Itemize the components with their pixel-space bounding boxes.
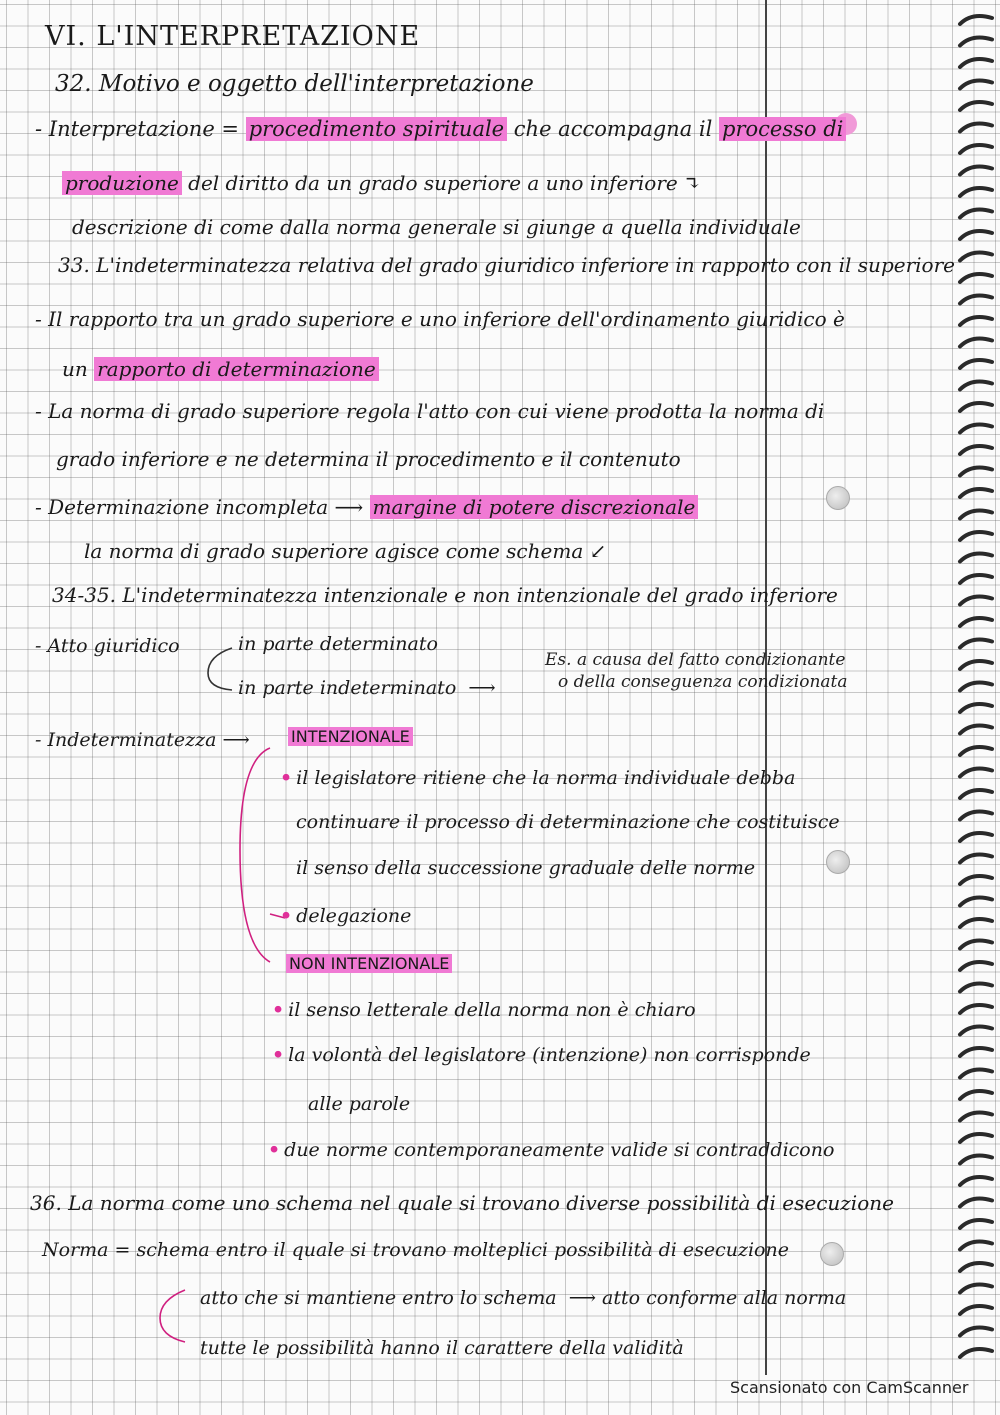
indeterminatezza xyxy=(35,730,250,751)
int-bullet-1-line-3: il senso della successione graduale delle norme xyxy=(296,857,756,879)
sec32-line-3: descrizione di come dalla norma generale si giunge a quella individuale xyxy=(72,215,801,239)
text: - Determinazione incompleta xyxy=(35,495,335,519)
sec36-line-3: tutte le possibilità hanno il carattere della validità xyxy=(200,1337,684,1359)
arrow-icon: ⟶ xyxy=(222,729,250,751)
arrow-icon: ↙ xyxy=(589,539,607,563)
highlight: INTENZIONALE xyxy=(288,727,413,746)
text: in parte indeterminato xyxy=(238,677,457,699)
nonint-bullet-3 xyxy=(268,1140,834,1161)
arrow-icon: ↴ xyxy=(684,171,701,195)
label-intenzionale xyxy=(288,728,413,746)
arrow-icon: ⟶ xyxy=(568,1287,596,1309)
text: atto che si mantiene entro lo schema xyxy=(200,1287,557,1309)
highlight: NON INTENZIONALE xyxy=(286,954,452,973)
bullet-icon: • xyxy=(268,1139,281,1161)
sec36-line-2 xyxy=(200,1288,846,1309)
nonint-bullet-1 xyxy=(272,1000,696,1021)
int-bullet-2 xyxy=(280,906,411,927)
sec32-line-1 xyxy=(35,118,846,141)
text: la volontà del legislatore (intenzione) non corrisponde xyxy=(288,1044,811,1066)
sec33-line-4: grado inferiore e ne determina il procedimento e il contenuto xyxy=(56,447,681,471)
text: - Interpretazione = xyxy=(35,117,246,141)
highlight: rapporto di determinazione xyxy=(94,357,379,381)
text: che accompagna il xyxy=(507,117,720,141)
atto-branch-2 xyxy=(238,678,496,699)
text: atto conforme alla norma xyxy=(602,1287,847,1309)
section-36-title: 36. La norma come uno schema nel quale si trovano diverse possibilità di esecuzione xyxy=(30,1191,894,1215)
nonint-bullet-2-line-1 xyxy=(272,1045,811,1066)
label-non-intenzionale xyxy=(286,955,452,973)
chapter-heading: VI. L'INTERPRETAZIONE xyxy=(45,21,421,52)
footer-watermark: Scansionato con CamScanner xyxy=(730,1378,969,1397)
bullet-icon: • xyxy=(272,999,285,1021)
bullet-icon: • xyxy=(280,767,293,789)
text: del diritto da un grado superiore a uno inferiore xyxy=(181,171,678,195)
bullet-icon: • xyxy=(280,905,293,927)
int-bullet-1-line-2: continuare il processo di determinazione che costituisce xyxy=(296,811,840,833)
text: il senso letterale della norma non è chiaro xyxy=(288,999,696,1021)
bullet-icon: • xyxy=(272,1044,285,1066)
example-note-1: Es. a causa del fatto condizionante xyxy=(545,650,846,670)
section-32-title: 32. Motivo e oggetto dell'interpretazione xyxy=(55,71,534,97)
arrow-icon: ⟶ xyxy=(468,677,496,699)
text: - Indeterminatezza xyxy=(35,729,217,751)
sec33-line-6 xyxy=(84,540,606,562)
sec33-line-5 xyxy=(35,496,698,518)
highlight: procedimento spirituale xyxy=(246,117,507,141)
atto-branch-1: in parte determinato xyxy=(238,633,438,655)
arrow-icon: ⟶ xyxy=(334,495,364,519)
example-note-2: o della conseguenza condizionata xyxy=(558,672,848,692)
section-33-title: 33. L'indeterminatezza relativa del grado giuridico inferiore in rapporto con il superiore xyxy=(58,253,955,277)
nonint-bullet-2-line-2: alle parole xyxy=(308,1093,411,1115)
section-3435-title: 34-35. L'indeterminatezza intenzionale e non intenzionale del grado inferiore xyxy=(52,583,838,607)
sec33-line-2 xyxy=(62,358,379,380)
atto-giuridico: - Atto giuridico xyxy=(35,635,180,657)
sec36-line-1: Norma = schema entro il quale si trovano molteplici possibilità di esecuzione xyxy=(42,1239,789,1261)
highlight: processo di xyxy=(719,117,846,141)
sec32-line-2 xyxy=(62,172,701,194)
text: la norma di grado superiore agisce come schema xyxy=(84,539,584,563)
text: il legislatore ritiene che la norma individuale debba xyxy=(296,767,796,789)
sec33-line-1: - Il rapporto tra un grado superiore e uno inferiore dell'ordinamento giuridico è xyxy=(35,307,845,331)
text: un xyxy=(62,357,95,381)
sec33-line-3: - La norma di grado superiore regola l'atto con cui viene prodotta la norma di xyxy=(35,399,825,423)
int-bullet-1-line-1 xyxy=(280,768,795,789)
highlight: produzione xyxy=(62,171,182,195)
text: delegazione xyxy=(296,905,412,927)
text: due norme contemporaneamente valide si contraddicono xyxy=(284,1139,835,1161)
highlight: margine di potere discrezionale xyxy=(370,495,699,519)
